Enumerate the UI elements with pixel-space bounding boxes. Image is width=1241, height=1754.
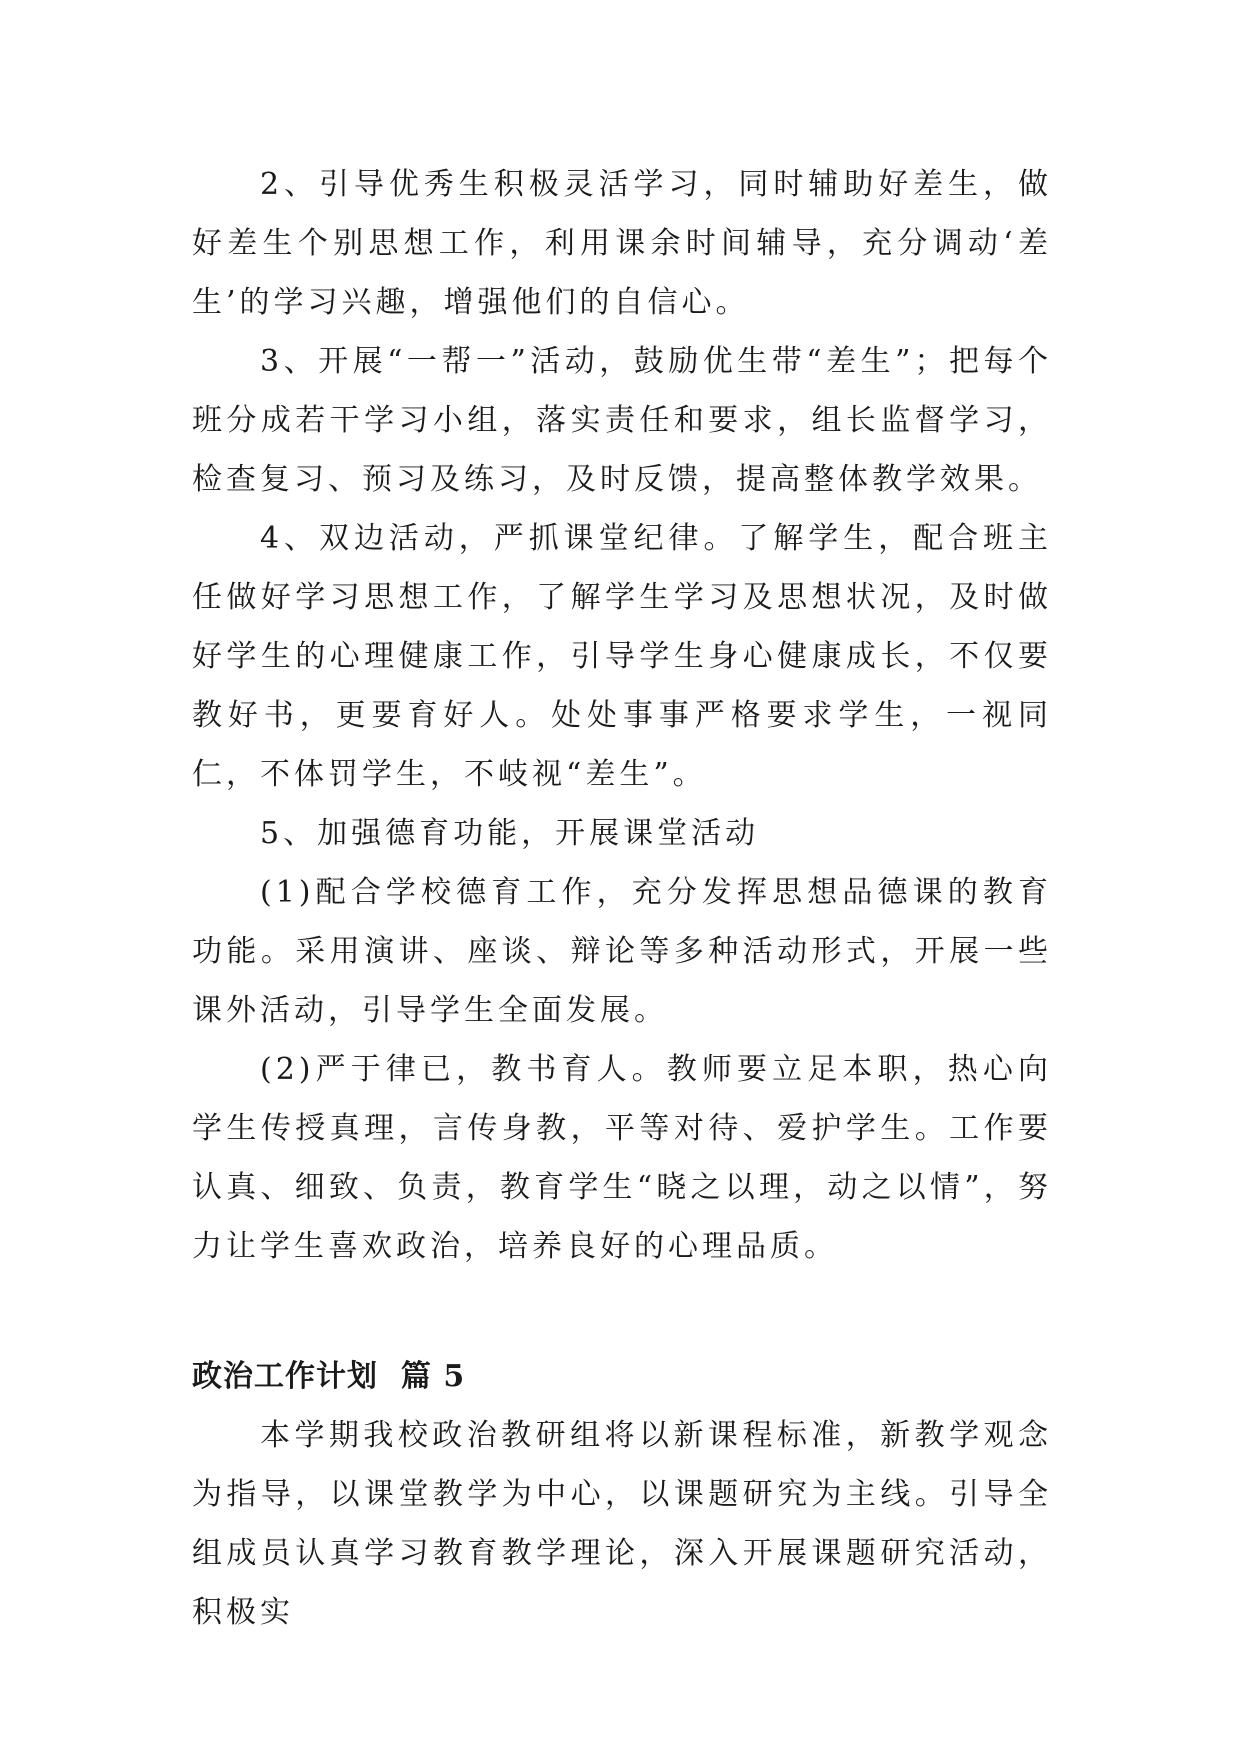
- paragraph-subitem-1: (1)配合学校德育工作，充分发挥思想品德课的教育功能。采用演讲、座谈、辩论等多种活动形式，开展一些课外活动，引导学生全面发展。: [192, 875, 1052, 1028]
- paragraph-item-5: 5、加强德育功能，开展课堂活动: [260, 816, 760, 851]
- paragraph-item-2: 2、引导优秀生积极灵活学习，同时辅助好差生，做好差生个别思想工作，利用课余时间辅导，充分调动‘差生’的学习兴趣，增强他们的自信心。: [192, 167, 1052, 320]
- paragraph-item-3: 3、开展“一帮一”活动，鼓励优生带“差生”；把每个班分成若干学习小组，落实责任和要求，组长监督学习，检查复习、预习及练习，及时反馈，提高整体教学效果。: [192, 344, 1052, 497]
- paragraph-item-4: 4、双边活动，严抓课堂纪律。了解学生，配合班主任做好学习思想工作，了解学生学习及思想状况，及时做好学生的心理健康工作，引导学生身心健康成长，不仅要教好书，更要育好人。处处事事严格要求学生，一视同仁，不体罚学生，不岐视“差生”。: [192, 521, 1052, 792]
- section-intro-paragraph: 本学期我校政治教研组将以新课程标准，新教学观念为指导，以课堂教学为中心，以课题研究为主线。引导全组成员认真学习教育教学理论，深入开展课题研究活动，积极实: [192, 1418, 1052, 1630]
- paragraph-subitem-2: (2)严于律已，教书育人。教师要立足本职，热心向学生传授真理，言传身教，平等对待、爱护学生。工作要认真、细致、负责，教育学生“晓之以理，动之以情”，努力让学生喜欢政治，培养良好的心理品质。: [192, 1052, 1052, 1264]
- section-heading: 政治工作计划 篇 5: [192, 1359, 466, 1394]
- document-body: [192, 155, 1052, 1642]
